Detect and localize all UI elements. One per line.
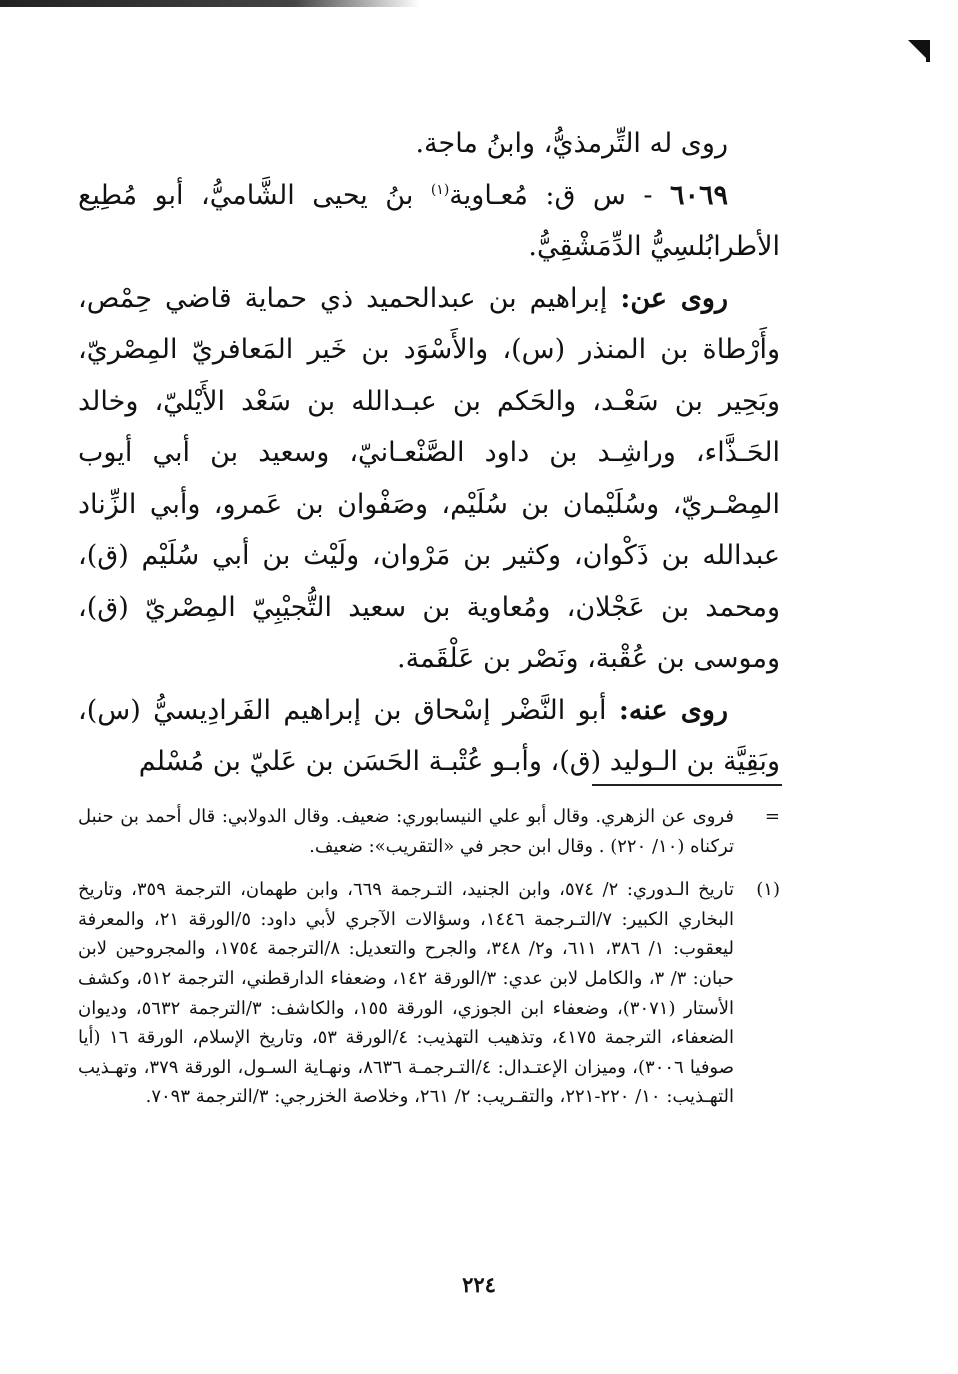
- footnote-text: فروى عن الزهري. وقال أبو علي النيسابوري: ضعيف. وقال الدولابي: قال أحمد بن حنبل تركناه (١٠/ ٢٢٠) . وقال ابن حجر في «التقريب»: ضعيف.: [78, 806, 734, 857]
- narrated-from-label: روى عن:: [620, 282, 728, 314]
- footnote-marker: =: [764, 806, 780, 827]
- narrated-by-section: [78, 685, 780, 788]
- footnote-1: [78, 875, 780, 1112]
- narrated-from-text: إبراهيم بن عبدالحميد ذي حماية قاضي حِمْص، وأَرْطاة بن المنذر (س)، والأَسْوَد بن خَير المَعافريّ المِصْريّ، وبَحِير بن سَعْـد، والحَكم بن عبـدالله بن سَعْد الأَيْليّ، وخالد الحَـذَّاء، وراشِـد بن داود الصَّنْعـانيّ، وسعيد بن أبي أيوب المِصْـريّ، وسُلَيْمان بن سُلَيْم، وصَفْوان بن عَمرو، وأبي الزِّناد عبدالله بن ذَكْوان، وكثير بن مَرْوان، ولَيْث بن أبي سُلَيْم (ق)، ومحمد بن عَجْلان، ومُعاوية بن سعيد التُّجيْبِيّ المِصْريّ (ق)، وموسى بن عُقْبة، ونَصْر بن عَلْقَمة.: [78, 282, 780, 674]
- main-text: [78, 118, 780, 777]
- footnote-separator: [592, 784, 782, 786]
- previous-entry-ending: روى له التِّرمذيُّ، وابنُ ماجة.: [415, 128, 728, 159]
- entry-number: ٦٠٦٩: [669, 179, 728, 211]
- page-number: ٢٢٤: [462, 1272, 496, 1297]
- entry-name: مُعـاوية: [449, 179, 528, 211]
- top-edge-rule: [0, 0, 420, 7]
- footnote-continuation: [78, 802, 780, 861]
- footnote-marker: (١): [756, 879, 780, 901]
- narrated-from-section: [78, 273, 780, 685]
- narrated-by-label: روى عنه:: [618, 694, 729, 726]
- footnote-text: تاريخ الـدوري: ٢/ ٥٧٤، وابن الجنيد، التـرجمة ٦٦٩، وابن طهمان، الترجمة ٣٥٩، وتاريخ البخاري الكبير: ٧/التـرجمة ١٤٤٦، وسؤالات الآجري لأبي داود: ٥/الورقة ٢١، والمعرفة ليعقوب: ١/ ٣٨٦، ٦١١، و٢/ ٣٤٨، والجرح والتعديل: ٨/الترجمة ١٧٥٤، والمجروحين لابن حبان: ٣/ ٣، والكامل لابن عدي: ٣/الورقة ١٤٢، وضعفاء الدارقطني، الترجمة ٥١٢، وكشف الأستار (٣٠٧١)، وضعفاء ابن الجوزي، الورقة ١٥٥، والكاشف: ٣/الترجمة ٥٦٣٢، وديوان الضعفاء، الترجمة ٤١٧٥، وتذهيب التهذيب: ٤/الورقة ٥٣، وتاريخ الإسلام، الورقة ١٦ (أيا صوفيا ٣٠٠٦)، وميزان الإعتـدال: ٤/التـرجمـة ٨٦٣٦، ونهـاية السـول، الورقة ٣٧٩، وتهـذيب التهـذيب: ١٠/ ٢٢٠-٢٢١، والتقـريب: ٢/ ٢٦١، وخلاصة الخزرجي: ٣/الترجمة ٧٠٩٣.: [78, 879, 735, 1108]
- footnote-reference[interactable]: (١): [430, 181, 450, 198]
- entry-symbols: - س ق:: [545, 179, 653, 211]
- footnotes: [78, 802, 780, 1126]
- corner-marker-icon: [908, 40, 930, 62]
- entry-name-rest: بنُ يحيى الشَّاميُّ، أبو مُطِيع الأطرابُلسِيُّ الدِّمَشْقِيُّ.: [78, 179, 780, 262]
- entry-heading: [78, 170, 780, 273]
- narrated-by-text: أبو النَّضْر إسْحاق بن إبراهيم الفَرادِيسيُّ (س)، وبَقِيَّة بن الـوليد (ق)، وأبـو عُتْبـة الحَسَن بن عَليّ بن مُسْلم: [78, 694, 780, 777]
